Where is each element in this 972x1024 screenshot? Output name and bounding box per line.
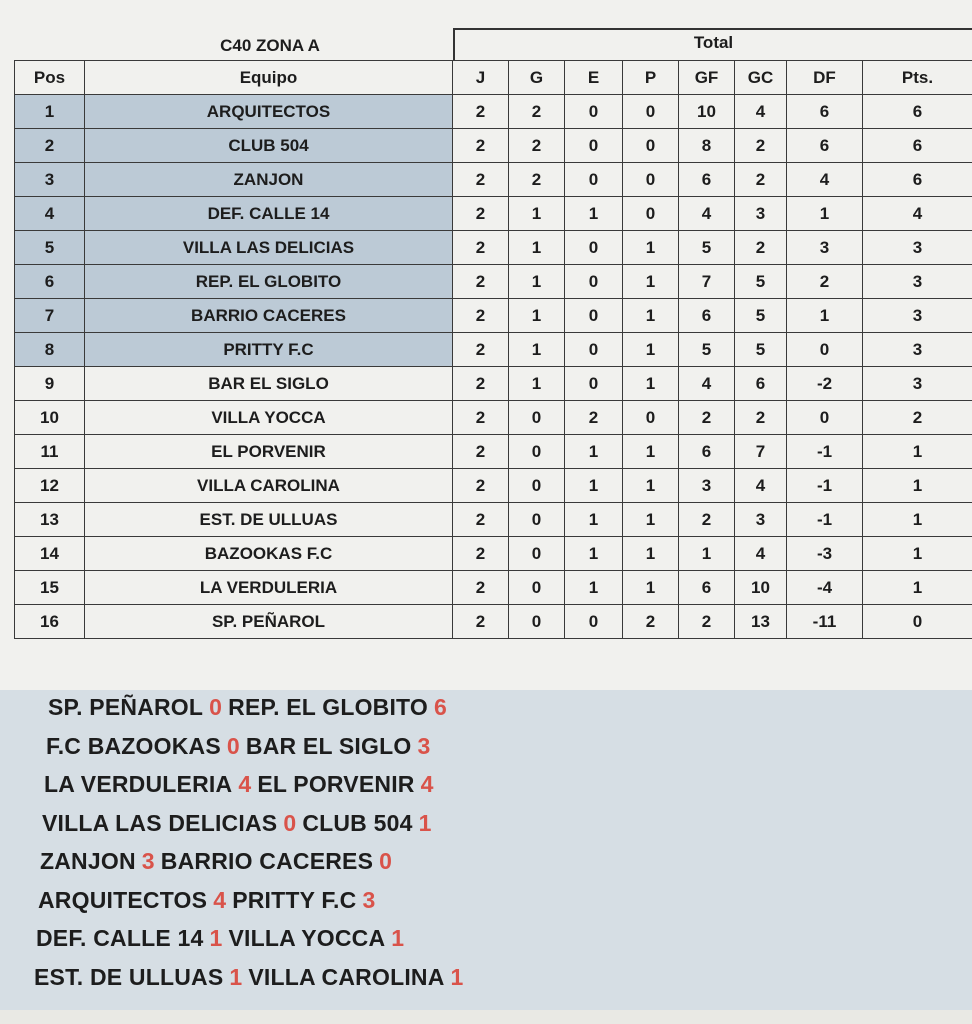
goals-against-cell: 13 xyxy=(735,605,787,639)
goal-diff-cell: -1 xyxy=(787,435,863,469)
goals-against-cell: 3 xyxy=(735,197,787,231)
drawn-cell: 2 xyxy=(565,401,623,435)
team-cell: LA VERDULERIA xyxy=(85,571,453,605)
points-cell: 3 xyxy=(863,231,972,265)
home-score: 3 xyxy=(141,848,155,874)
pos-cell: 8 xyxy=(15,333,85,367)
drawn-cell: 1 xyxy=(565,469,623,503)
goals-against-cell: 2 xyxy=(735,163,787,197)
away-score: 6 xyxy=(433,694,447,720)
table-row xyxy=(15,367,972,401)
goals-for-cell: 3 xyxy=(679,469,735,503)
pos-cell: 16 xyxy=(15,605,85,639)
played-cell: 2 xyxy=(453,129,509,163)
table-row xyxy=(15,537,972,571)
goals-against-cell: 4 xyxy=(735,537,787,571)
team-cell: SP. PEÑAROL xyxy=(85,605,453,639)
match-result xyxy=(48,694,453,721)
goal-diff-cell: -1 xyxy=(787,469,863,503)
lost-cell: 2 xyxy=(623,605,679,639)
table-row xyxy=(15,571,972,605)
away-team: REP. EL GLOBITO xyxy=(228,694,428,720)
pos-cell: 12 xyxy=(15,469,85,503)
away-score: 1 xyxy=(418,809,432,836)
won-cell: 0 xyxy=(509,401,565,435)
away-team: PRITTY F.C xyxy=(232,886,357,913)
match-result xyxy=(36,925,410,952)
col-header-j: J xyxy=(453,61,509,95)
home-team: DEF. CALLE 14 xyxy=(36,925,204,951)
away-team: VILLA YOCCA xyxy=(228,925,386,951)
goals-against-cell: 6 xyxy=(735,367,787,401)
drawn-cell: 1 xyxy=(565,435,623,469)
team-cell: DEF. CALLE 14 xyxy=(85,197,453,231)
away-team: BARRIO CACERES xyxy=(160,848,374,874)
goals-against-cell: 2 xyxy=(735,231,787,265)
away-team: VILLA CAROLINA xyxy=(248,963,445,990)
away-score: 1 xyxy=(450,963,464,990)
table-row xyxy=(15,435,972,469)
points-cell: 6 xyxy=(863,163,972,197)
team-cell: REP. EL GLOBITO xyxy=(85,265,453,299)
team-cell: VILLA LAS DELICIAS xyxy=(85,231,453,265)
played-cell: 2 xyxy=(453,605,509,639)
home-team: VILLA LAS DELICIAS xyxy=(42,809,278,836)
lost-cell: 0 xyxy=(623,129,679,163)
won-cell: 0 xyxy=(509,503,565,537)
away-team: EL PORVENIR xyxy=(257,771,415,797)
goal-diff-cell: 1 xyxy=(787,197,863,231)
won-cell: 1 xyxy=(509,265,565,299)
played-cell: 2 xyxy=(453,265,509,299)
played-cell: 2 xyxy=(453,197,509,231)
won-cell: 1 xyxy=(509,333,565,367)
points-cell: 1 xyxy=(863,469,972,503)
points-cell: 3 xyxy=(863,265,972,299)
away-score: 0 xyxy=(379,848,393,874)
goals-against-cell: 4 xyxy=(735,95,787,129)
drawn-cell: 0 xyxy=(565,95,623,129)
drawn-cell: 0 xyxy=(565,367,623,401)
total-header: Total xyxy=(453,28,972,60)
team-cell: PRITTY F.C xyxy=(85,333,453,367)
pos-cell: 15 xyxy=(15,571,85,605)
col-header-g: G xyxy=(509,61,565,95)
goal-diff-cell: 0 xyxy=(787,401,863,435)
goals-for-cell: 2 xyxy=(679,605,735,639)
goals-for-cell: 4 xyxy=(679,197,735,231)
pos-cell: 11 xyxy=(15,435,85,469)
won-cell: 0 xyxy=(509,469,565,503)
page-title: C40 ZONA A xyxy=(220,36,320,55)
lost-cell: 1 xyxy=(623,367,679,401)
match-result xyxy=(44,771,440,798)
pos-cell: 9 xyxy=(15,367,85,401)
goals-for-cell: 6 xyxy=(679,163,735,197)
drawn-cell: 0 xyxy=(565,163,623,197)
drawn-cell: 1 xyxy=(565,503,623,537)
points-cell: 0 xyxy=(863,605,972,639)
home-score: 1 xyxy=(229,963,243,990)
played-cell: 2 xyxy=(453,469,509,503)
table-row xyxy=(15,95,972,129)
lost-cell: 1 xyxy=(623,333,679,367)
played-cell: 2 xyxy=(453,231,509,265)
goal-diff-cell: -11 xyxy=(787,605,863,639)
points-cell: 1 xyxy=(863,503,972,537)
pos-cell: 10 xyxy=(15,401,85,435)
drawn-cell: 0 xyxy=(565,231,623,265)
goals-for-cell: 6 xyxy=(679,435,735,469)
drawn-cell: 1 xyxy=(565,537,623,571)
team-cell: ZANJON xyxy=(85,163,453,197)
table-row xyxy=(15,231,972,265)
standings-table xyxy=(14,60,972,639)
pos-cell: 1 xyxy=(15,95,85,129)
team-cell: ARQUITECTOS xyxy=(85,95,453,129)
goal-diff-cell: -2 xyxy=(787,367,863,401)
points-cell: 3 xyxy=(863,299,972,333)
home-team: LA VERDULERIA xyxy=(44,771,233,797)
away-score: 3 xyxy=(362,886,376,913)
won-cell: 2 xyxy=(509,163,565,197)
points-cell: 3 xyxy=(863,333,972,367)
points-cell: 1 xyxy=(863,537,972,571)
played-cell: 2 xyxy=(453,95,509,129)
home-score: 0 xyxy=(226,732,240,759)
table-row xyxy=(15,333,972,367)
drawn-cell: 0 xyxy=(565,605,623,639)
match-result xyxy=(34,964,470,991)
home-team: ARQUITECTOS xyxy=(38,886,208,913)
lost-cell: 0 xyxy=(623,197,679,231)
won-cell: 2 xyxy=(509,129,565,163)
goals-against-cell: 7 xyxy=(735,435,787,469)
table-row xyxy=(15,163,972,197)
col-header-p: P xyxy=(623,61,679,95)
points-cell: 1 xyxy=(863,435,972,469)
goal-diff-cell: 4 xyxy=(787,163,863,197)
goal-diff-cell: 2 xyxy=(787,265,863,299)
home-score: 4 xyxy=(238,771,252,797)
team-cell: EL PORVENIR xyxy=(85,435,453,469)
home-team: EST. DE ULLUAS xyxy=(34,963,224,990)
table-row xyxy=(15,129,972,163)
table-row xyxy=(15,197,972,231)
table-row xyxy=(15,265,972,299)
team-cell: BAZOOKAS F.C xyxy=(85,537,453,571)
goals-for-cell: 4 xyxy=(679,367,735,401)
played-cell: 2 xyxy=(453,333,509,367)
goals-against-cell: 3 xyxy=(735,503,787,537)
lost-cell: 1 xyxy=(623,571,679,605)
pos-cell: 7 xyxy=(15,299,85,333)
home-team: SP. PEÑAROL xyxy=(48,694,204,720)
played-cell: 2 xyxy=(453,163,509,197)
team-cell: EST. DE ULLUAS xyxy=(85,503,453,537)
points-cell: 6 xyxy=(863,95,972,129)
pos-cell: 6 xyxy=(15,265,85,299)
pos-cell: 4 xyxy=(15,197,85,231)
match-result xyxy=(42,810,438,837)
col-header-gc: GC xyxy=(735,61,787,95)
home-score: 1 xyxy=(209,925,223,951)
points-cell: 6 xyxy=(863,129,972,163)
played-cell: 2 xyxy=(453,537,509,571)
lost-cell: 1 xyxy=(623,435,679,469)
pos-cell: 2 xyxy=(15,129,85,163)
won-cell: 1 xyxy=(509,231,565,265)
won-cell: 0 xyxy=(509,571,565,605)
goals-for-cell: 2 xyxy=(679,503,735,537)
won-cell: 1 xyxy=(509,367,565,401)
lost-cell: 1 xyxy=(623,231,679,265)
drawn-cell: 1 xyxy=(565,197,623,231)
col-header-team: Equipo xyxy=(85,61,453,95)
goal-diff-cell: -1 xyxy=(787,503,863,537)
points-cell: 2 xyxy=(863,401,972,435)
drawn-cell: 0 xyxy=(565,265,623,299)
pos-cell: 3 xyxy=(15,163,85,197)
match-result xyxy=(38,887,381,914)
goals-for-cell: 7 xyxy=(679,265,735,299)
goal-diff-cell: 3 xyxy=(787,231,863,265)
drawn-cell: 1 xyxy=(565,571,623,605)
points-cell: 4 xyxy=(863,197,972,231)
lost-cell: 1 xyxy=(623,503,679,537)
away-score: 4 xyxy=(420,771,434,797)
away-score: 3 xyxy=(417,732,431,759)
col-header-gf: GF xyxy=(679,61,735,95)
col-header-pts: Pts. xyxy=(863,61,972,95)
won-cell: 0 xyxy=(509,435,565,469)
points-cell: 1 xyxy=(863,571,972,605)
won-cell: 0 xyxy=(509,537,565,571)
home-score: 4 xyxy=(213,886,227,913)
col-header-pos: Pos xyxy=(15,61,85,95)
played-cell: 2 xyxy=(453,367,509,401)
col-header-e: E xyxy=(565,61,623,95)
table-row xyxy=(15,299,972,333)
home-team: ZANJON xyxy=(40,848,136,874)
lost-cell: 0 xyxy=(623,163,679,197)
goal-diff-cell: -4 xyxy=(787,571,863,605)
goals-for-cell: 10 xyxy=(679,95,735,129)
table-row xyxy=(15,605,972,639)
goals-against-cell: 10 xyxy=(735,571,787,605)
lost-cell: 1 xyxy=(623,265,679,299)
team-cell: BARRIO CACERES xyxy=(85,299,453,333)
played-cell: 2 xyxy=(453,503,509,537)
table-row xyxy=(15,401,972,435)
team-cell: VILLA CAROLINA xyxy=(85,469,453,503)
goal-diff-cell: -3 xyxy=(787,537,863,571)
lost-cell: 0 xyxy=(623,95,679,129)
match-result xyxy=(40,848,398,875)
played-cell: 2 xyxy=(453,401,509,435)
goals-for-cell: 8 xyxy=(679,129,735,163)
team-cell: BAR EL SIGLO xyxy=(85,367,453,401)
drawn-cell: 0 xyxy=(565,299,623,333)
standings-body xyxy=(15,95,972,639)
team-cell: VILLA YOCCA xyxy=(85,401,453,435)
table-row xyxy=(15,503,972,537)
pos-cell: 14 xyxy=(15,537,85,571)
goals-against-cell: 2 xyxy=(735,401,787,435)
goals-for-cell: 6 xyxy=(679,571,735,605)
played-cell: 2 xyxy=(453,571,509,605)
home-score: 0 xyxy=(283,809,297,836)
goals-against-cell: 5 xyxy=(735,299,787,333)
away-team: BAR EL SIGLO xyxy=(245,732,412,759)
goals-for-cell: 6 xyxy=(679,299,735,333)
goals-for-cell: 1 xyxy=(679,537,735,571)
goal-diff-cell: 6 xyxy=(787,129,863,163)
results-panel xyxy=(0,690,972,1010)
won-cell: 1 xyxy=(509,299,565,333)
goals-against-cell: 5 xyxy=(735,265,787,299)
goal-diff-cell: 6 xyxy=(787,95,863,129)
goals-for-cell: 5 xyxy=(679,333,735,367)
drawn-cell: 0 xyxy=(565,129,623,163)
match-result xyxy=(46,733,436,760)
played-cell: 2 xyxy=(453,435,509,469)
team-cell: CLUB 504 xyxy=(85,129,453,163)
points-cell: 3 xyxy=(863,367,972,401)
won-cell: 2 xyxy=(509,95,565,129)
away-score: 1 xyxy=(391,925,405,951)
table-row xyxy=(15,469,972,503)
goals-against-cell: 5 xyxy=(735,333,787,367)
played-cell: 2 xyxy=(453,299,509,333)
goals-for-cell: 2 xyxy=(679,401,735,435)
goal-diff-cell: 0 xyxy=(787,333,863,367)
home-score: 0 xyxy=(209,694,223,720)
lost-cell: 1 xyxy=(623,299,679,333)
header-row xyxy=(15,61,972,95)
drawn-cell: 0 xyxy=(565,333,623,367)
lost-cell: 0 xyxy=(623,401,679,435)
away-team: CLUB 504 xyxy=(302,809,413,836)
goals-against-cell: 2 xyxy=(735,129,787,163)
won-cell: 1 xyxy=(509,197,565,231)
goal-diff-cell: 1 xyxy=(787,299,863,333)
lost-cell: 1 xyxy=(623,537,679,571)
pos-cell: 13 xyxy=(15,503,85,537)
won-cell: 0 xyxy=(509,605,565,639)
pos-cell: 5 xyxy=(15,231,85,265)
goals-for-cell: 5 xyxy=(679,231,735,265)
col-header-df: DF xyxy=(787,61,863,95)
home-team: F.C BAZOOKAS xyxy=(46,732,221,759)
lost-cell: 1 xyxy=(623,469,679,503)
goals-against-cell: 4 xyxy=(735,469,787,503)
